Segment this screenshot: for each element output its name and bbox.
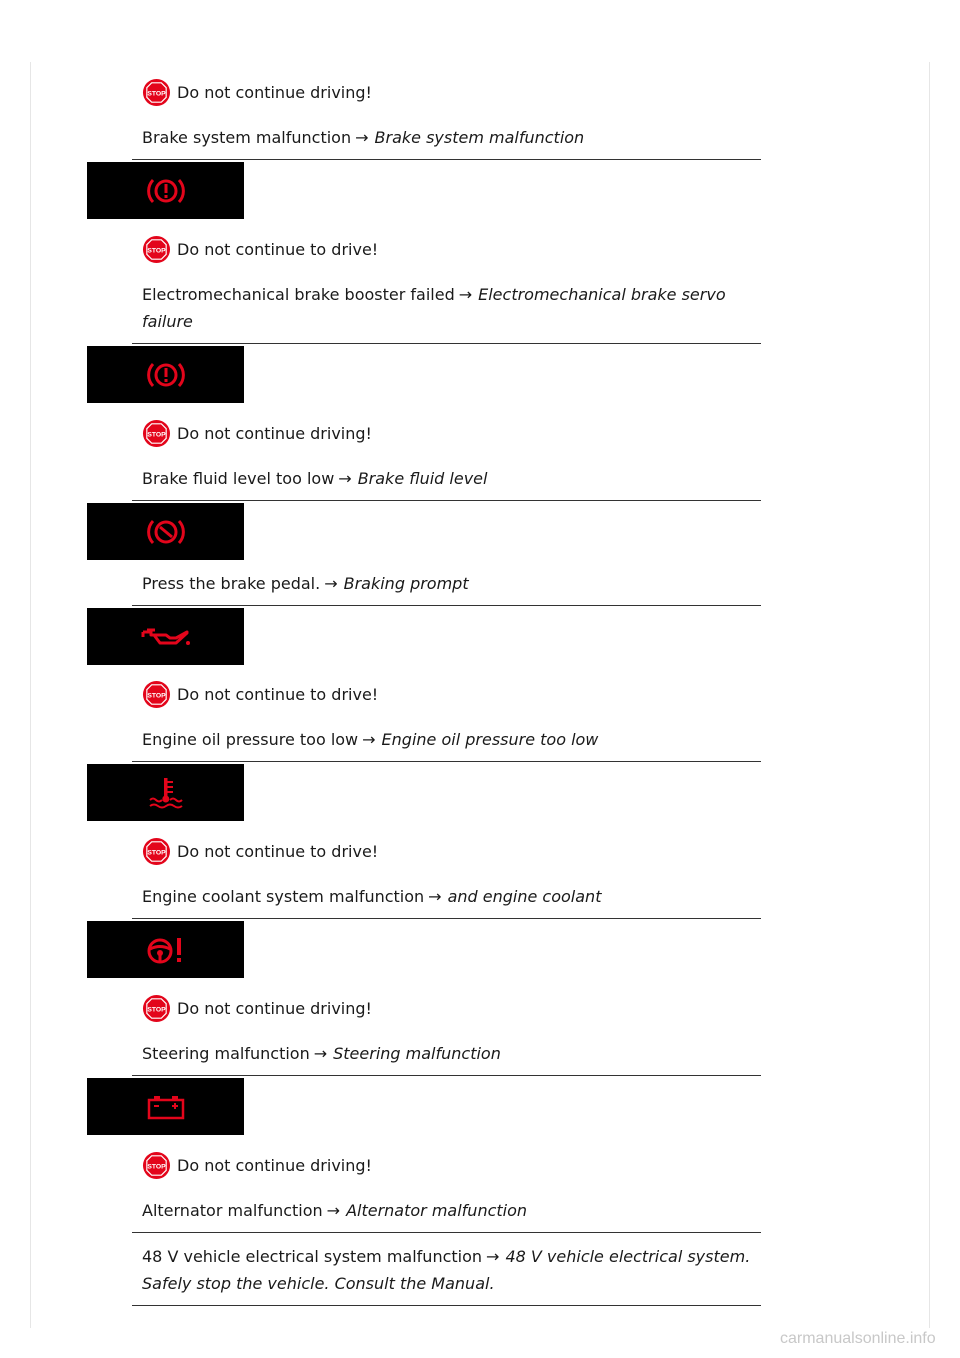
stop-sign-icon [142,235,171,264]
stop-text: Do not continue to drive! [177,841,379,861]
cross-reference-link[interactable]: Brake system malfunction [374,128,585,147]
arrow-icon: → [338,469,352,488]
brake-warning-icon [146,174,186,208]
stop-sign-icon [142,419,171,448]
watermark: carmanualsonline.info [780,1330,936,1347]
warning-message [142,1040,752,1067]
stop-sign-icon [142,837,171,866]
warning-light-panel [87,346,244,403]
arrow-icon: → [355,128,369,147]
cross-reference-link[interactable]: 48 V vehicle electrical system. Safely stop the vehicle. Consult the Manual. [142,1247,751,1293]
stop-sign-icon [142,1151,171,1180]
message-text: Press the brake pedal. [142,574,321,593]
warning-light-panel [87,921,244,978]
message-text: 48 V vehicle electrical system malfunction [142,1247,483,1266]
stop-sign-icon [142,680,171,709]
cross-reference-link[interactable]: Braking prompt [343,574,469,593]
warning-message [142,281,752,335]
stop-warning-line [142,419,372,447]
warning-message [142,726,752,753]
stop-sign-text: STOP [147,246,166,254]
divider [132,1305,761,1306]
cross-reference-link[interactable]: Steering malfunction [333,1044,501,1063]
stop-sign-text: STOP [147,430,166,438]
message-text: Brake system malfunction [142,128,352,147]
stop-text: Do not continue driving! [177,1155,372,1175]
arrow-icon: → [486,1247,500,1266]
stop-sign-text: STOP [147,89,166,97]
cross-reference-link[interactable]: Engine oil pressure too low [381,730,599,749]
arrow-icon: → [324,574,338,593]
brake-pedal-prompt-icon [146,515,186,549]
stop-sign-text: STOP [147,848,166,856]
divider [132,343,761,344]
page-margin-right [929,62,930,1328]
stop-warning-line [142,78,372,106]
divider [132,761,761,762]
warning-message [142,465,752,492]
cross-reference-link[interactable]: Brake fluid level [357,469,488,488]
steering-warning-icon [144,933,188,967]
divider [132,1232,761,1233]
arrow-icon: → [362,730,376,749]
warning-light-panel [87,503,244,560]
stop-text: Do not continue driving! [177,82,372,102]
divider [132,918,761,919]
message-text: Engine oil pressure too low [142,730,359,749]
stop-warning-line [142,837,378,865]
warning-message [142,883,752,910]
coolant-temperature-icon [146,775,186,811]
warning-message [142,1197,752,1224]
brake-warning-icon [146,358,186,392]
warning-message [142,124,752,151]
stop-sign-icon [142,78,171,107]
divider [132,1075,761,1076]
stop-text: Do not continue to drive! [177,684,379,704]
arrow-icon: → [313,1044,328,1063]
arrow-icon: → [428,887,442,906]
warning-light-panel [87,162,244,219]
message-text: Steering malfunction [142,1044,310,1063]
battery-icon [146,1092,186,1122]
stop-sign-text: STOP [147,691,166,699]
stop-text: Do not continue driving! [177,998,372,1018]
stop-sign-text: STOP [147,1162,166,1170]
message-text: Brake fluid level too low [142,469,335,488]
cross-reference-link[interactable]: Alternator malfunction [346,1201,528,1220]
message-text: Electromechanical brake booster failed [142,285,455,304]
warning-light-panel [87,764,244,821]
warning-light-panel [87,608,244,665]
stop-warning-line [142,994,372,1022]
page-margin-left [30,62,31,1328]
warning-message [142,570,752,597]
message-text: Engine coolant system malfunction [142,887,425,906]
warning-light-panel [87,1078,244,1135]
stop-warning-line [142,680,378,708]
stop-warning-line [142,1151,372,1179]
divider [132,500,761,501]
divider [132,605,761,606]
warning-message [142,1243,752,1297]
stop-sign-text: STOP [147,1005,166,1013]
arrow-icon: → [326,1201,341,1220]
stop-text: Do not continue to drive! [177,239,379,259]
stop-text: Do not continue driving! [177,423,372,443]
cross-reference-link[interactable]: Electromechanical brake servo failure [142,285,726,331]
arrow-icon: → [458,285,473,304]
divider [132,159,761,160]
stop-sign-icon [142,994,171,1023]
stop-warning-line [142,235,378,263]
oil-pressure-icon [140,623,192,651]
message-text: Alternator malfunction [142,1201,323,1220]
cross-reference-link[interactable]: and engine coolant [447,887,602,906]
